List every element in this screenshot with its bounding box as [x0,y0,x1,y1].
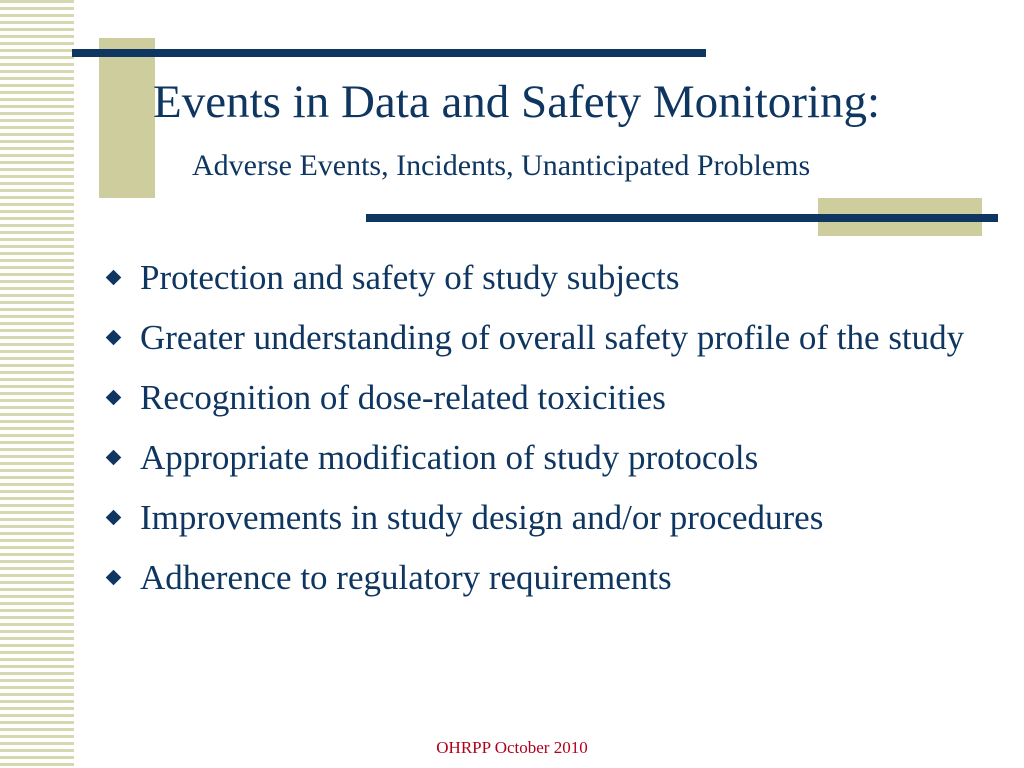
diamond-bullet-icon [106,270,122,286]
slide-title: Events in Data and Safety Monitoring: [153,76,881,128]
diamond-bullet-icon [106,450,122,466]
title-rule-top [72,49,706,57]
bullet-item [104,374,984,422]
bullet-item [104,254,984,302]
bullet-text: Recognition of dose-related toxicities [140,378,666,417]
diamond-bullet-icon [106,330,122,346]
bullet-text: Greater understanding of overall safety profile of the study [140,318,965,357]
diamond-bullet-icon [106,510,122,526]
bullet-item [104,554,984,602]
slide-subtitle: Adverse Events, Incidents, Unanticipated Problems [192,149,811,182]
bullet-list [104,254,984,614]
bullet-item [104,434,984,482]
bullet-text: Protection and safety of study subjects [140,258,680,297]
bullet-text: Appropriate modification of study protocols [140,438,759,477]
diamond-bullet-icon [106,390,122,406]
left-stripe-decoration [0,0,74,768]
slide-footer: OHRPP October 2010 [436,738,588,757]
bullet-item [104,494,984,542]
title-rule-bottom [366,214,998,222]
bullet-item [104,314,984,362]
accent-block-left [99,38,155,198]
diamond-bullet-icon [106,570,122,586]
bullet-text: Improvements in study design and/or procedures [140,498,824,537]
bullet-text: Adherence to regulatory requirements [140,558,672,597]
